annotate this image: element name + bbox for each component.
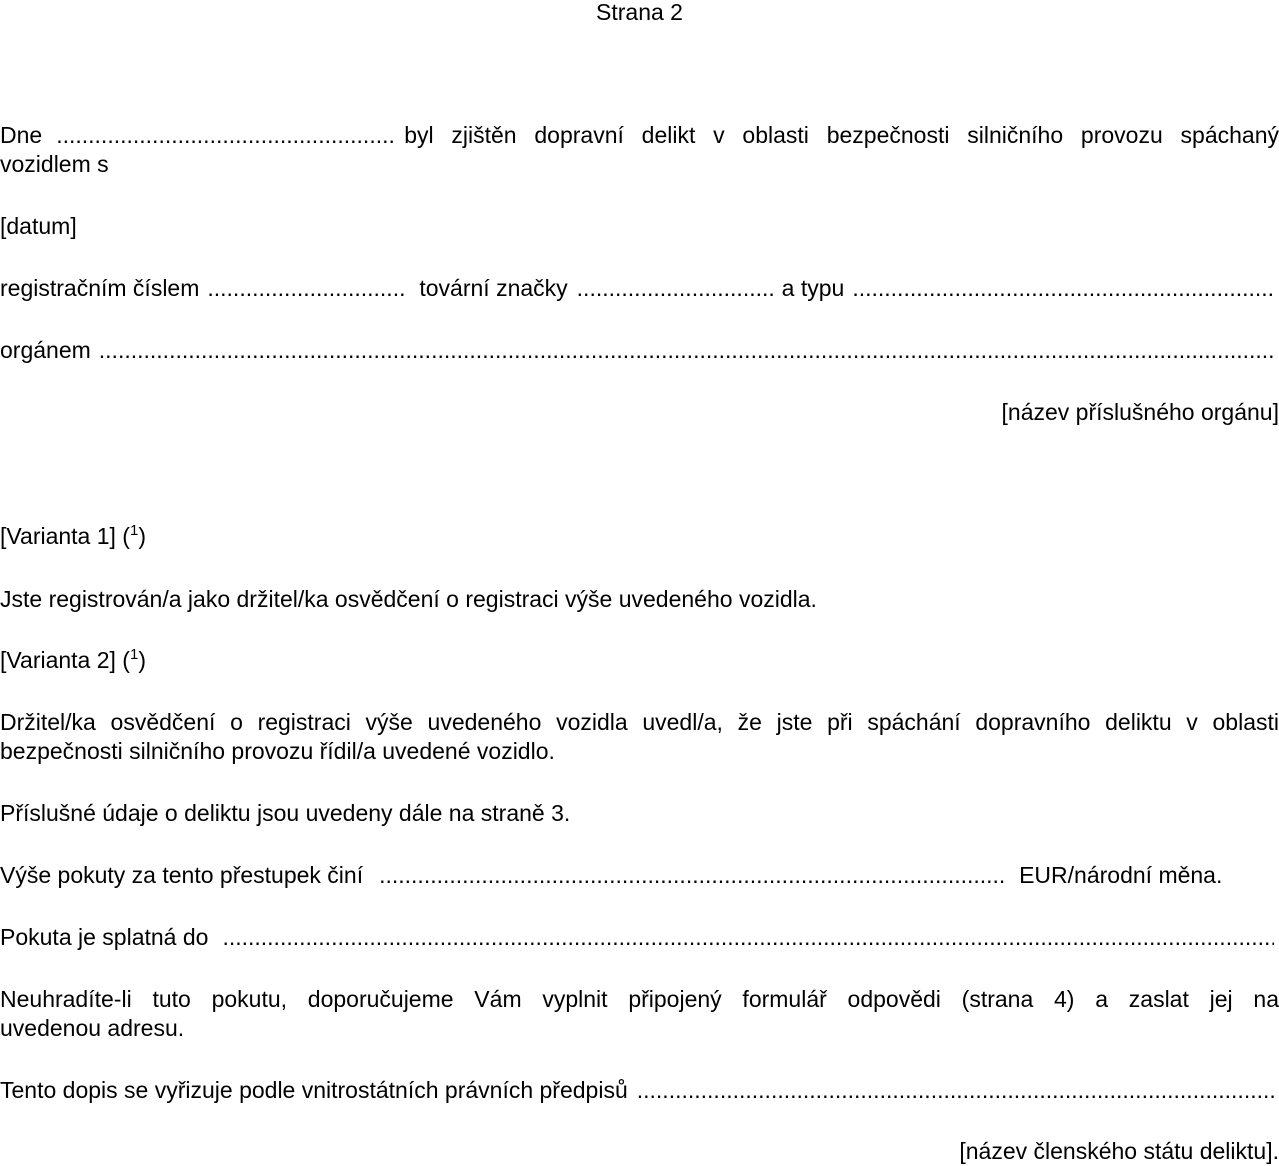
law-line	[0, 1076, 1279, 1105]
variant1-heading	[0, 522, 1279, 551]
authority-blank	[99, 336, 1274, 365]
intro-dne-label: Dne	[0, 122, 43, 148]
variant2-footnote: 1	[129, 646, 139, 663]
make-label: tovární značky	[419, 275, 568, 301]
variant2-text-line2: bezpečnosti silničního provozu řídil/a uvedené vozidlo.	[0, 738, 555, 764]
law-blank	[637, 1076, 1274, 1105]
fine-amount-blank	[379, 861, 1005, 890]
authority-line	[0, 336, 1279, 365]
variant2-text-line1: Držitel/ka osvědčení o registraci výše uvedeného vozidla uvedl/a, že jste při spáchání dopravního deliktu v oblasti	[0, 709, 1279, 735]
variant2-label: [Varianta 2] (	[0, 647, 130, 673]
registration-blank	[207, 274, 407, 303]
unpaid-text-line1: Neuhradíte-li tuto pokutu, doporučujeme Vám vyplnit připojený formulář odpovědi (strana 4) a zaslat jej na	[0, 986, 1279, 1012]
unpaid-text-line2: uvedenou adresu.	[0, 1015, 185, 1041]
intro-line2: vozidlem s	[0, 151, 109, 177]
fine-label: Výše pokuty za tento přestupek činí	[0, 862, 364, 888]
due-date-blank	[222, 923, 1274, 952]
variant1-label: [Varianta 1] (	[0, 523, 130, 549]
variant1-footnote: 1	[129, 522, 139, 539]
authority-caption: [název příslušného orgánu]	[1001, 399, 1279, 425]
fine-currency: EUR/národní měna.	[1019, 862, 1223, 888]
variant2-heading	[0, 646, 1279, 675]
type-label: a typu	[781, 275, 845, 301]
member-state-caption: [název členského státu deliktu].	[959, 1138, 1279, 1164]
type-blank	[852, 274, 1274, 303]
intro-line	[0, 121, 1279, 150]
authority-label: orgánem	[0, 337, 91, 363]
variant2-close: )	[138, 647, 146, 673]
variant1-text: Jste registrován/a jako držitel/ka osvědčení o registraci výše uvedeného vozidla.	[0, 586, 817, 612]
intro-text: byl zjištěn dopravní delikt v oblasti bezpečnosti silničního provozu spáchaný	[404, 122, 1279, 148]
make-blank	[577, 274, 773, 303]
variant1-close: )	[138, 523, 146, 549]
date-caption: [datum]	[0, 213, 77, 239]
date-blank	[56, 121, 396, 150]
details-text: Příslušné údaje o deliktu jsou uvedeny dále na straně 3.	[0, 800, 571, 826]
vehicle-line	[0, 274, 1279, 303]
due-label: Pokuta je splatná do	[0, 924, 209, 950]
law-label: Tento dopis se vyřizuje podle vnitrostátních právních předpisů	[0, 1077, 628, 1103]
page-label: Strana 2	[596, 0, 683, 25]
registration-label: registračním číslem	[0, 275, 200, 301]
due-line	[0, 923, 1279, 952]
fine-line	[0, 861, 1279, 890]
